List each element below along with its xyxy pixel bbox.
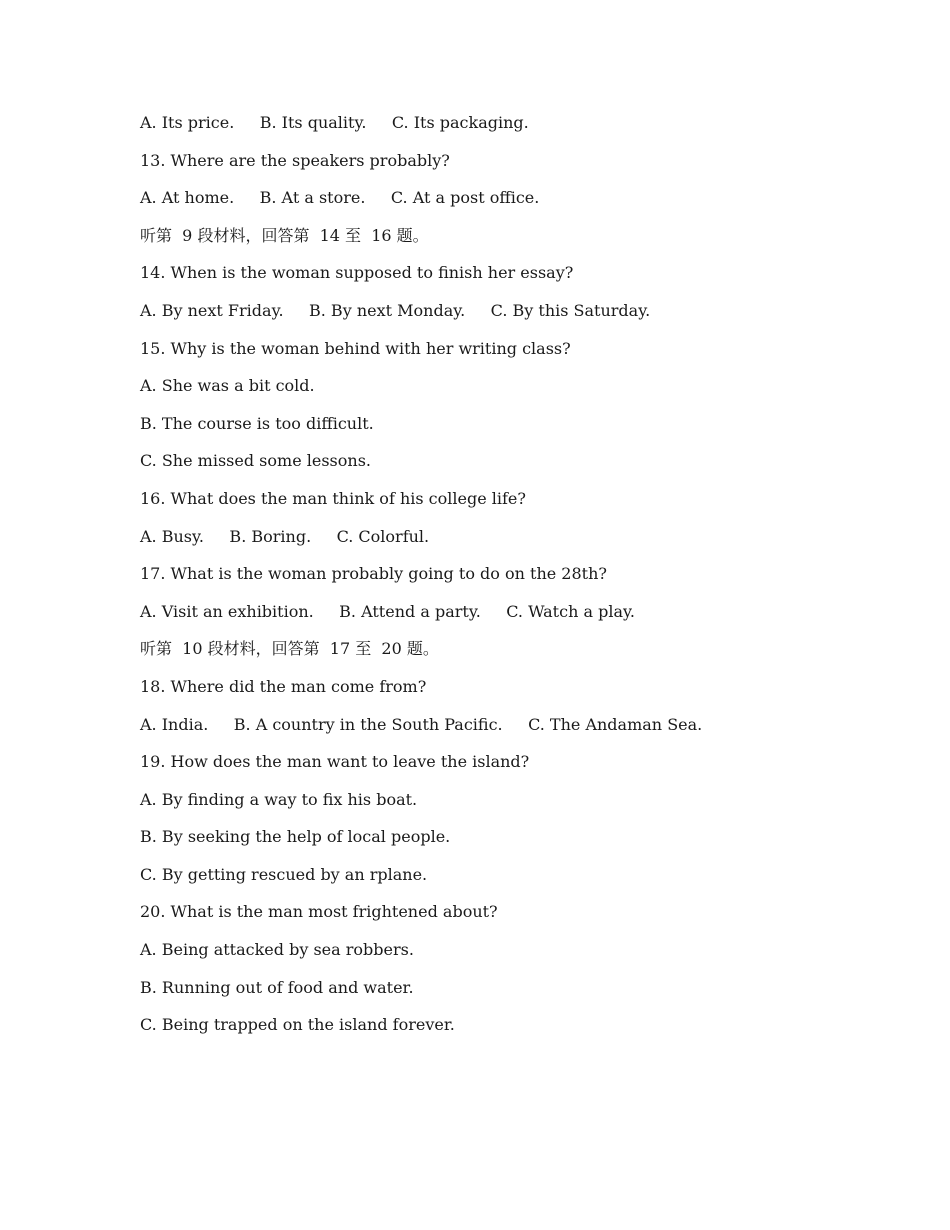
question-20: 20. What is the man most frightened about? [140,902,498,922]
section-instruction-9: 听第 9 段材料，回答第 14 至 16 题。 [140,225,429,245]
answer-option-q20-c: C. Being trapped on the island forever. [140,1015,455,1035]
answer-options-q16: A. Busy. B. Boring. C. Colorful. [140,526,430,546]
answer-option-q19-c: C. By getting rescued by an rplane. [140,864,428,884]
question-18: 18. Where did the man come from? [140,676,427,696]
question-15: 15. Why is the woman behind with her writing class? [140,338,571,358]
question-19: 19. How does the man want to leave the island? [140,752,530,772]
answer-option-q20-a: A. Being attacked by sea robbers. [140,940,414,960]
answer-options-q13: A. At home. B. At a store. C. At a post office. [140,188,540,208]
answer-options-q14: A. By next Friday. B. By next Monday. C. By this Saturday. [140,300,651,320]
answer-option-q19-b: B. By seeking the help of local people. [140,827,451,847]
answer-option-q15-c: C. She missed some lessons. [140,451,371,471]
question-17: 17. What is the woman probably going to do on the 28th? [140,564,607,584]
answer-option-q19-a: A. By finding a way to fix his boat. [140,789,418,809]
answer-options-q12: A. Its price. B. Its quality. C. Its packaging. [140,113,529,132]
question-14: 14. When is the woman supposed to finish her essay? [140,263,574,283]
answer-option-q15-a: A. She was a bit cold. [140,376,315,396]
answer-options-q17: A. Visit an exhibition. B. Attend a party. C. Watch a play. [140,601,635,621]
question-list [140,108,840,1048]
answer-option-q20-b: B. Running out of food and water. [140,977,414,997]
question-13: 13. Where are the speakers probably? [140,150,450,170]
answer-option-q15-b: B. The course is too difficult. [140,413,374,433]
answer-options-q18: A. India. B. A country in the South Pacific. C. The Andaman Sea. [140,714,703,734]
question-16: 16. What does the man think of his college life? [140,488,526,508]
section-instruction-10: 听第 10 段材料，回答第 17 至 20 题。 [140,639,439,659]
